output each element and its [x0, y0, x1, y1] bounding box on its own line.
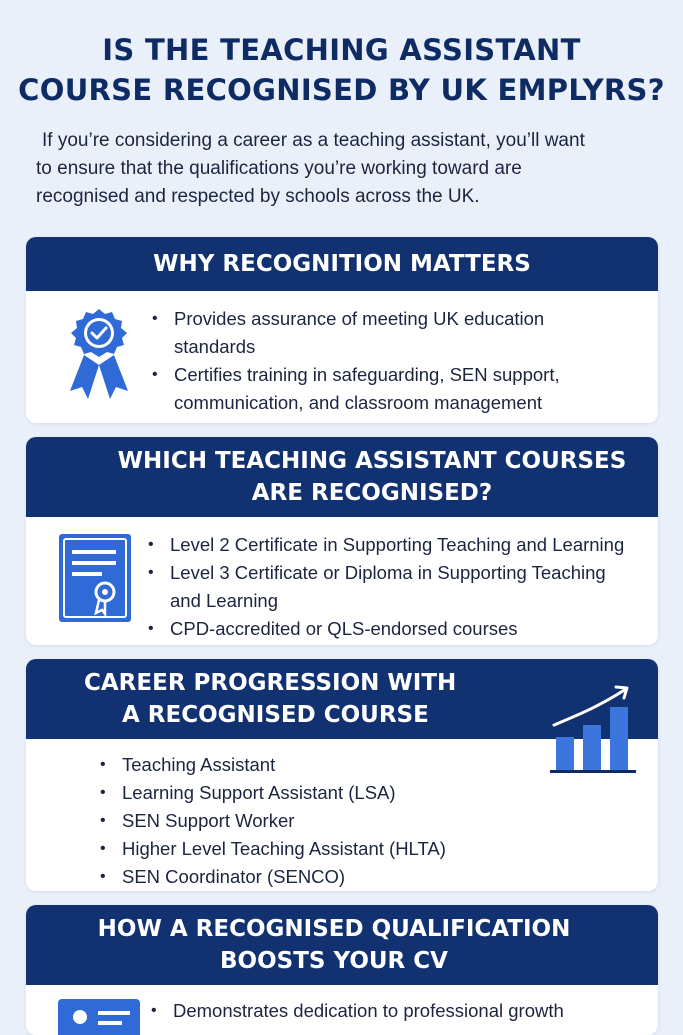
section-heading-line: WHY RECOGNITION MATTERS [153, 251, 531, 277]
award-ribbon-icon [66, 307, 132, 399]
growth-chart-icon [546, 679, 642, 775]
id-card-icon [58, 999, 140, 1035]
list-item: • Provides assurance of meeting UK education standards [152, 308, 545, 357]
certificate-icon [59, 534, 131, 622]
list-item: • SEN Support Worker [100, 810, 295, 831]
section-list [100, 751, 446, 891]
section-heading-line-1: CAREER PROGRESSION WITH [84, 670, 457, 696]
section-heading-line-1: WHICH TEACHING ASSISTANT COURSES [117, 448, 627, 474]
section-which-courses [26, 437, 658, 645]
section-heading-line-2: A RECOGNISED COURSE [122, 702, 429, 728]
section-heading [26, 437, 658, 517]
page-title [0, 30, 683, 110]
section-why-recognition [26, 237, 658, 423]
page-title-line-2: COURSE RECOGNISED BY UK EMPLYRS? [18, 73, 665, 107]
intro-line-3: recognised and respected by schools across the UK. [36, 186, 480, 207]
list-item: • Learning Support Assistant (LSA) [100, 782, 396, 803]
section-list [151, 997, 564, 1025]
intro-paragraph [36, 127, 656, 211]
list-item: • Level 3 Certificate or Diploma in Supporting Teaching and Learning [148, 562, 606, 611]
section-heading-line-2: BOOSTS YOUR CV [220, 948, 448, 974]
list-item: • Level 2 Certificate in Supporting Teaching and Learning [148, 534, 625, 555]
intro-line-2: to ensure that the qualifications you’re working toward are [36, 158, 522, 179]
list-item: • CPD-accredited or QLS-endorsed courses [148, 618, 518, 639]
list-item: • Higher Level Teaching Assistant (HLTA) [100, 838, 446, 859]
list-item: • Certifies training in safeguarding, SEN support, communication, and classroom management [152, 364, 560, 413]
section-heading-line-1: HOW A RECOGNISED QUALIFICATION [97, 916, 571, 942]
section-career-progression [26, 659, 658, 891]
section-heading-line-2: ARE RECOGNISED? [251, 480, 493, 506]
list-item: • SEN Coordinator (SENCO) [100, 866, 346, 887]
intro-line-1: If you’re considering a career as a teaching assistant, you’ll want [42, 130, 585, 151]
list-item: • Teaching Assistant [100, 754, 276, 775]
section-list [152, 305, 560, 417]
page-title-line-1: IS THE TEACHING ASSISTANT [102, 33, 581, 67]
section-boosts-cv [26, 905, 658, 1035]
section-heading [26, 237, 658, 291]
list-item: • Demonstrates dedication to professional growth [151, 1000, 564, 1021]
section-heading [26, 905, 658, 985]
section-list [148, 531, 624, 643]
